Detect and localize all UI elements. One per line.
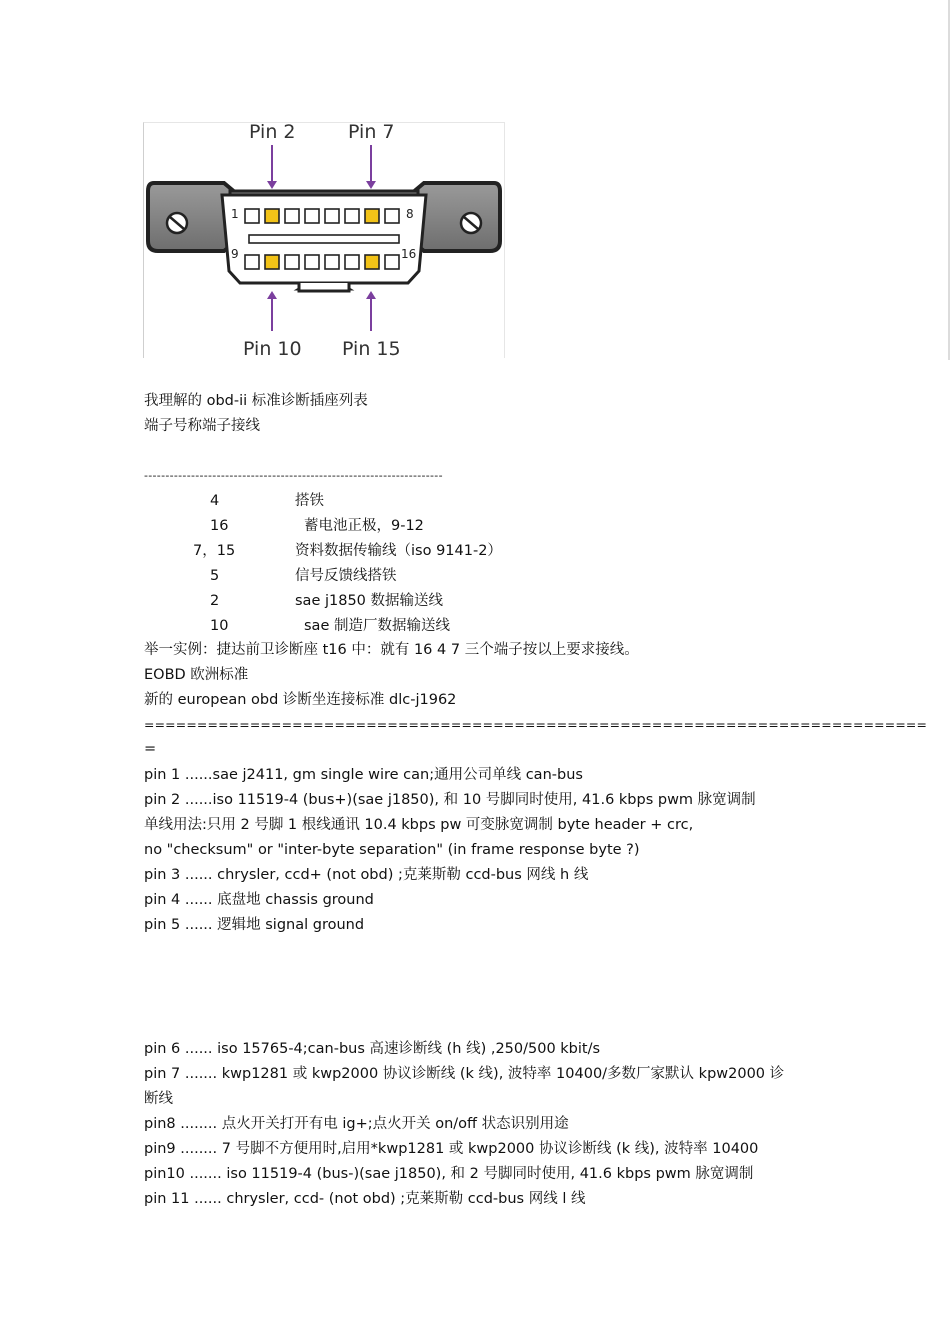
table-pin: 5 <box>210 568 220 584</box>
table-desc: sae 制造厂数据输送线 <box>304 618 450 634</box>
pin-description: pin 7 ....... kwp1281 或 kwp2000 协议诊断线 (k 线), 波特率 10400/多数厂家默认 kpw2000 诊 <box>144 1066 785 1082</box>
table-row <box>0 514 950 539</box>
pin-description: pin 1 ......sae j2411, gm single wire can;通用公司单线 can-bus <box>144 767 583 783</box>
label-pin-2: Pin 2 <box>249 123 296 143</box>
pin-description: pin 5 ...... 逻辑地 signal ground <box>144 917 365 933</box>
example-paragraph: 举一实例：捷达前卫诊断座 t16 中：就有 16 4 7 三个端子按以上要求接线。 <box>144 642 639 658</box>
pin-8 <box>385 209 399 223</box>
pin-description: pin 3 ...... chrysler, ccd+ (not obd) ;克莱斯勒 ccd-bus 网线 h 线 <box>144 867 589 883</box>
arrowhead-pin-10-icon <box>267 291 277 299</box>
table-pin: 16 <box>210 518 229 534</box>
pin-description: pin9 ........ 7 号脚不方便用时,启用*kwp1281 或 kwp2000 协议诊断线 (k 线), 波特率 10400 <box>144 1141 759 1157</box>
label-pin-10: Pin 10 <box>243 338 302 358</box>
table-row <box>0 614 950 639</box>
arrowhead-pin-7-icon <box>366 181 376 189</box>
table-desc: sae j1850 数据输送线 <box>295 593 444 609</box>
pin-description: 单线用法:只用 2 号脚 1 根线通讯 10.4 kbps pw 可变脉宽调制 byte header + crc, <box>144 817 694 833</box>
pin-number-9: 9 <box>231 247 239 261</box>
pin-number-1: 1 <box>231 207 239 221</box>
pin-12 <box>305 255 319 269</box>
pin-9 <box>245 255 259 269</box>
pin-description: pin10 ....... iso 11519-4 (bus-)(sae j1850), 和 2 号脚同时使用, 41.6 kbps pwm 脉宽调制 <box>144 1166 754 1182</box>
table-row <box>0 539 950 564</box>
table-pin: 7，15 <box>193 543 236 559</box>
obd-connector-diagram <box>143 122 505 358</box>
equals-separator: ========================================================================== <box>144 717 928 732</box>
eobd-line: EOBD 欧洲标准 <box>144 667 249 683</box>
pin-description: pin 4 ...... 底盘地 chassis ground <box>144 892 374 908</box>
pin-description: pin8 ........ 点火开关打开有电 ig+;点火开关 on/off 状态识别用途 <box>144 1116 569 1132</box>
pin-description: pin 11 ...... chrysler, ccd- (not obd) ;克莱斯勒 ccd-bus 网线 l 线 <box>144 1191 586 1207</box>
pin-1 <box>245 209 259 223</box>
pin-14 <box>345 255 359 269</box>
pin-15 <box>365 255 379 269</box>
pin-number-8: 8 <box>406 207 414 221</box>
table-row <box>0 489 950 514</box>
pin-10 <box>265 255 279 269</box>
pin-3 <box>285 209 299 223</box>
pin-description: pin 2 ......iso 11519-4 (bus+)(sae j1850), 和 10 号脚同时使用, 41.6 kbps pwm 脉宽调制 <box>144 792 756 808</box>
pin-2 <box>265 209 279 223</box>
label-pin-15: Pin 15 <box>342 338 401 358</box>
table-desc: 资料数据传输线（iso 9141-2） <box>295 543 502 559</box>
table-row <box>0 564 950 589</box>
pin-16 <box>385 255 399 269</box>
table-desc: 蓄电池正极，9-12 <box>304 518 424 534</box>
pin-13 <box>325 255 339 269</box>
label-pin-7: Pin 7 <box>348 123 395 143</box>
table-pin: 4 <box>210 493 220 509</box>
connector-svg <box>144 123 504 358</box>
connector-key-bar <box>249 235 399 243</box>
pin-7 <box>365 209 379 223</box>
table-pin: 2 <box>210 593 220 609</box>
arrowhead-pin-15-icon <box>366 291 376 299</box>
pin-description: pin 6 ...... iso 15765-4;can-bus 高速诊断线 (h 线) ,250/500 kbit/s <box>144 1041 601 1057</box>
pin-description: no "checksum" or "inter-byte separation" (in frame response byte ?) <box>144 842 640 858</box>
new-standard-line: 新的 european obd 诊断坐连接标准 dlc-j1962 <box>144 692 457 708</box>
arrowhead-pin-2-icon <box>267 181 277 189</box>
pin-description: 断线 <box>144 1091 173 1107</box>
pin-5 <box>325 209 339 223</box>
pin-6 <box>345 209 359 223</box>
equals-separator-tail: = <box>144 741 157 757</box>
dashed-separator: ---------------------------------------------------------------------- <box>144 469 443 482</box>
table-desc: 信号反馈线搭铁 <box>295 568 397 584</box>
heading-line-1: 我理解的 obd-ii 标准诊断插座列表 <box>144 393 368 409</box>
table-row <box>0 589 950 614</box>
pin-4 <box>305 209 319 223</box>
pin-number-16: 16 <box>401 247 417 261</box>
heading-line-2: 端子号称端子接线 <box>144 418 260 434</box>
table-desc: 搭铁 <box>295 493 324 509</box>
table-pin: 10 <box>210 618 229 634</box>
pin-11 <box>285 255 299 269</box>
